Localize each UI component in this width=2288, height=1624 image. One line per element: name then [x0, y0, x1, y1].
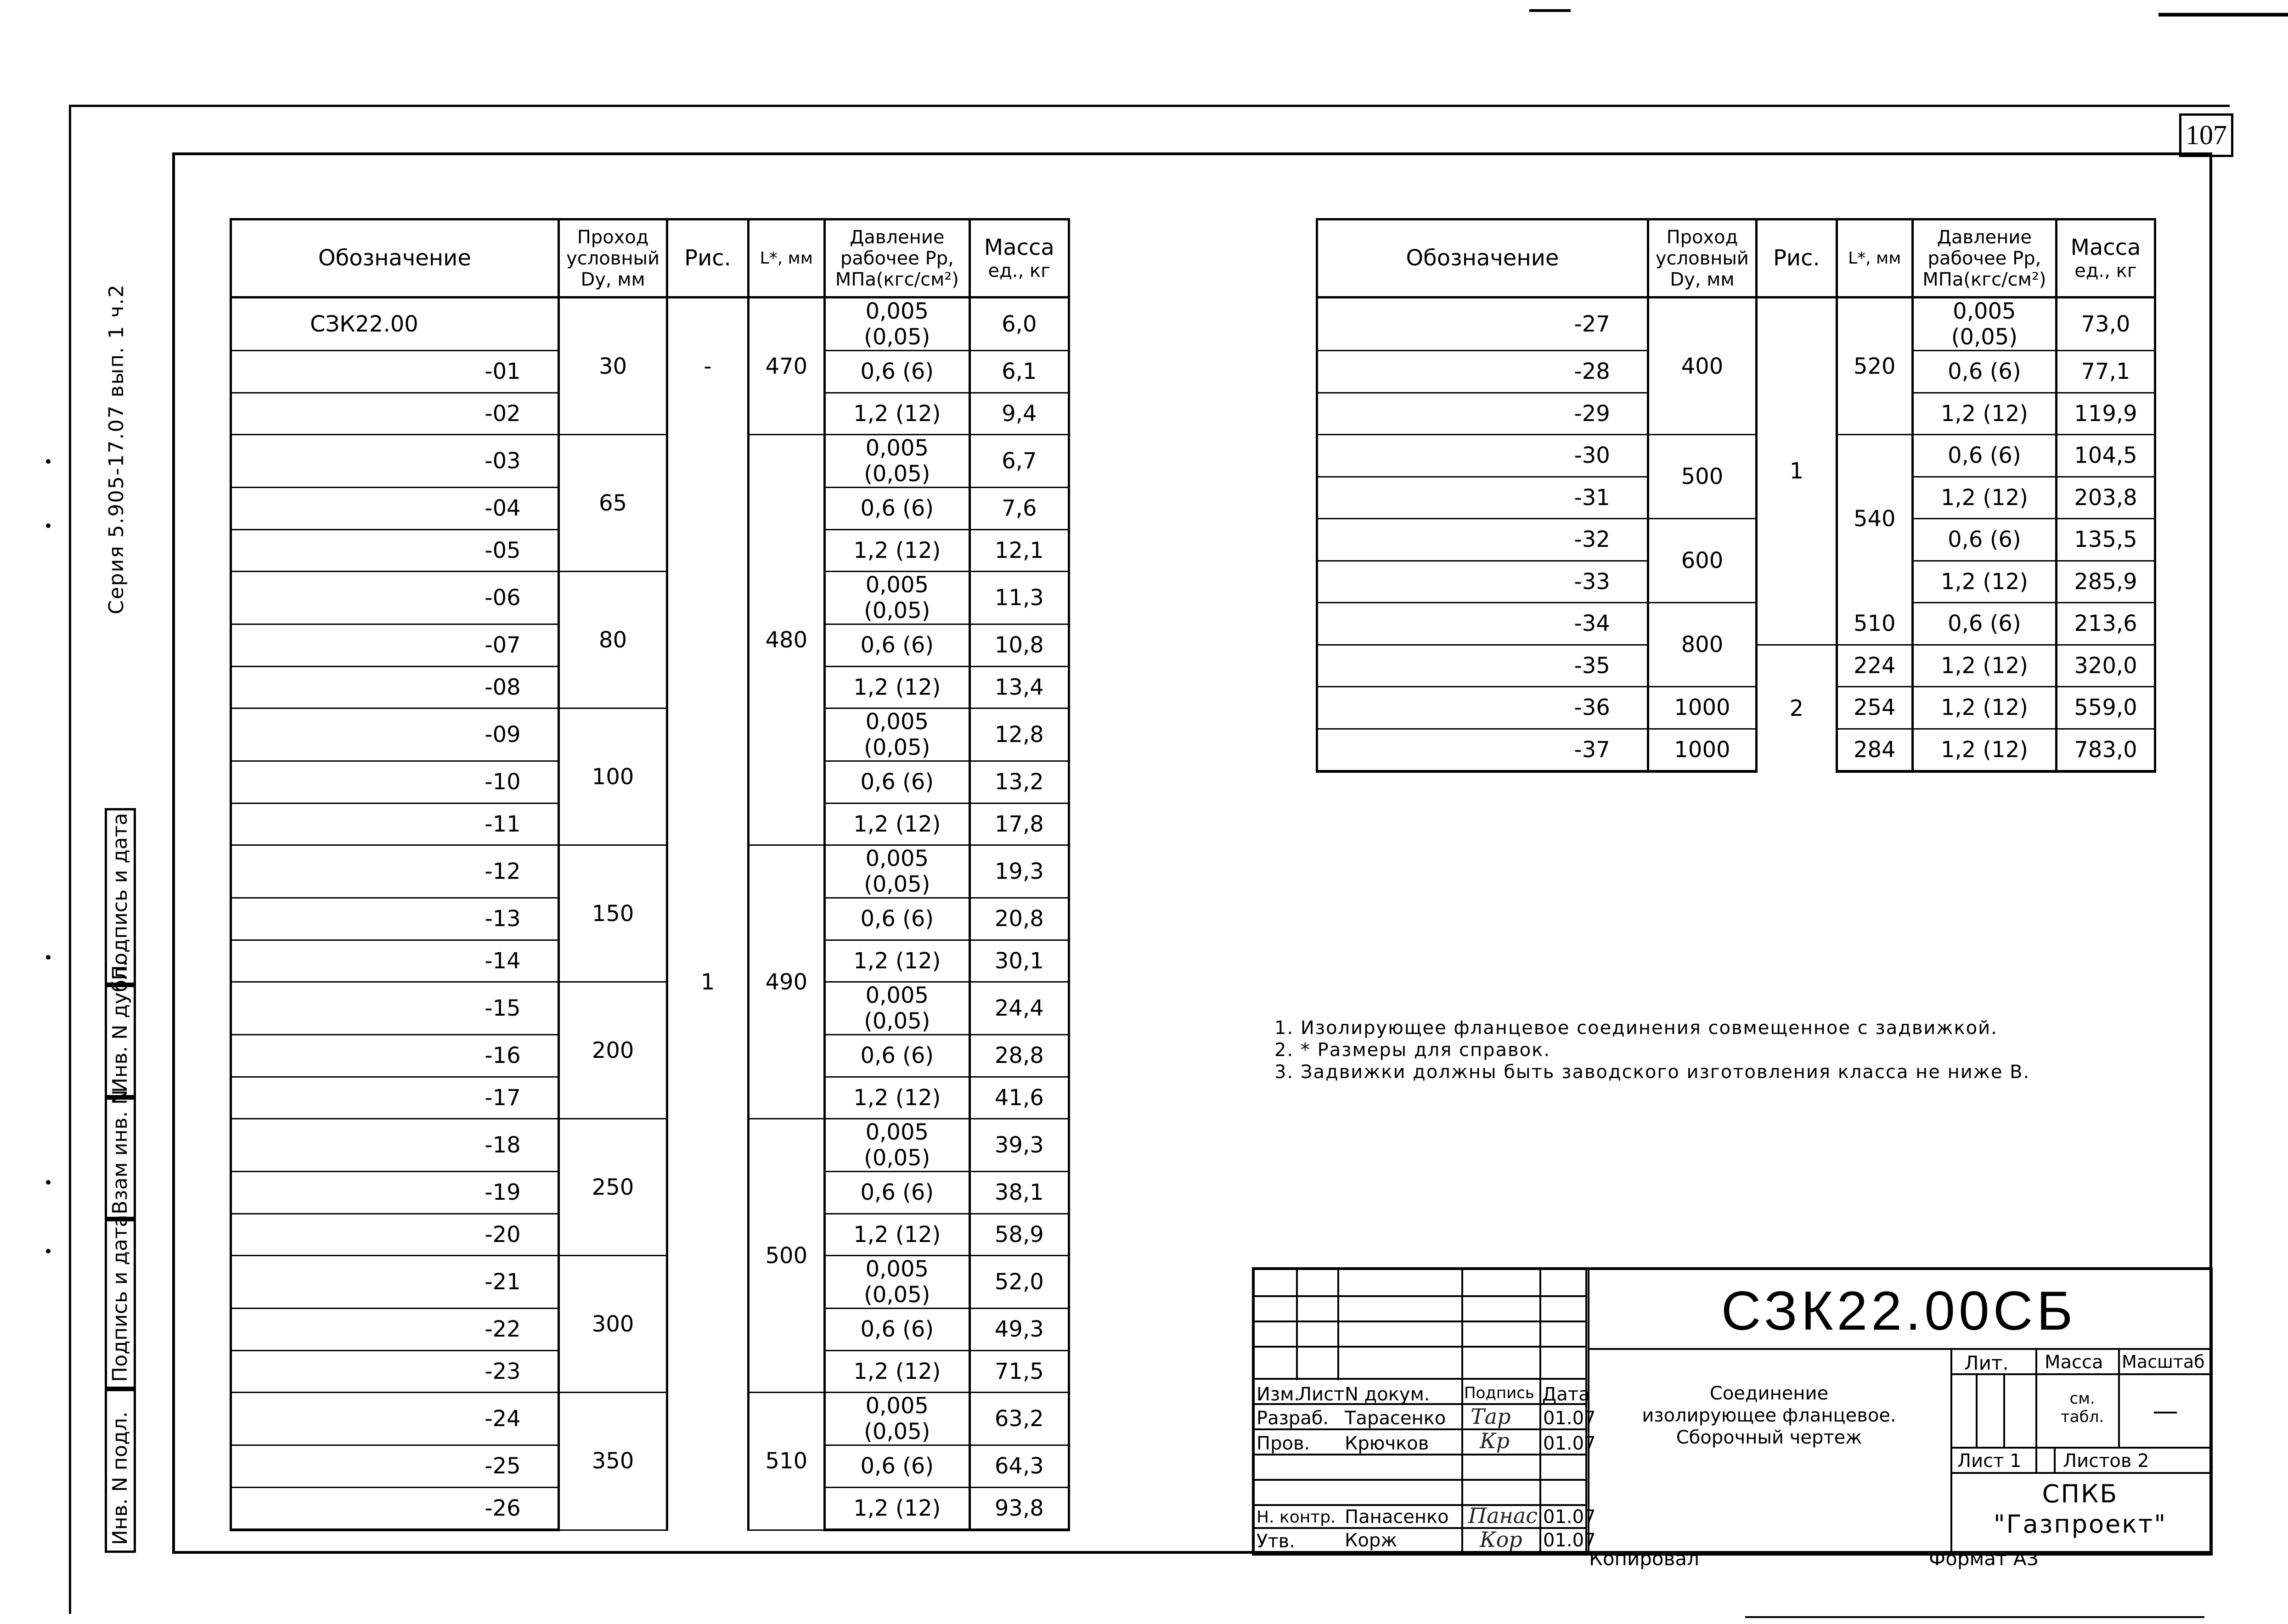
tb-grid-line: [1950, 1472, 2210, 1474]
pressure-cell: 1,2 (12): [825, 803, 970, 845]
mass-cell: 71,5: [969, 1350, 1069, 1393]
signature-mark: Кр: [1480, 1428, 1510, 1453]
passage-cell: 300: [558, 1256, 667, 1393]
pressure-cell: 0,005 (0,05): [825, 1256, 970, 1309]
passage-cell: 1000: [1648, 687, 1756, 729]
mass-cell: 28,8: [969, 1035, 1069, 1077]
tb-sheet: Лист 1: [1957, 1450, 2022, 1472]
pressure-cell: 1,2 (12): [1912, 393, 2056, 435]
pressure-cell: 1,2 (12): [825, 1350, 970, 1393]
header-passage: Проход условный Dy, мм: [558, 219, 667, 298]
page-number: 107: [2179, 113, 2233, 157]
notes: [1274, 1017, 2030, 1083]
pressure-cell: 0,6 (6): [825, 488, 970, 530]
mass-cell: 58,9: [969, 1214, 1069, 1256]
mass-cell: 119,9: [2056, 393, 2155, 435]
pressure-cell: 0,005 (0,05): [825, 982, 970, 1035]
table-row: [231, 1256, 1069, 1309]
header-pressure: Давление рабочее Pр, МПа(кгс/см²): [825, 219, 970, 298]
designation-cell: -04: [231, 488, 559, 530]
designation-cell: -28: [1317, 351, 1648, 393]
mass-cell: 11,3: [969, 572, 1069, 624]
header-designation: Обозначение: [1317, 219, 1648, 298]
designation-cell: -19: [231, 1172, 559, 1214]
header-length: L*, мм: [748, 219, 824, 298]
designation-cell: -05: [231, 529, 559, 572]
designation-cell: -34: [1317, 603, 1648, 645]
designation-cell: -32: [1317, 519, 1648, 561]
mass-cell: 64,3: [969, 1445, 1069, 1488]
pressure-cell: 1,2 (12): [1912, 645, 2056, 687]
tb-grid-line: [1255, 1479, 1585, 1481]
tb-date: 01.07: [1543, 1530, 1596, 1551]
pressure-cell: 0,6 (6): [1912, 519, 2056, 561]
spec-table-right: [1316, 218, 2156, 773]
designation-cell: -01: [231, 351, 559, 393]
side-stamp-vzam: Взам инв. N: [108, 1090, 132, 1214]
tb-grid-line: [1255, 1378, 1585, 1380]
scan-dot: [46, 523, 51, 528]
table-row: [1317, 519, 2155, 561]
mass-cell: 39,3: [969, 1119, 1069, 1172]
drawing-title: Соединение изолирующее фланцевое. Сборочный чертеж: [1642, 1383, 1896, 1448]
mass-cell: 13,4: [969, 666, 1069, 708]
side-stamp: [105, 808, 169, 1548]
designation-cell: -33: [1317, 561, 1648, 603]
passage-cell: 400: [1648, 298, 1756, 435]
designation-cell: -25: [231, 1445, 559, 1488]
designation-cell: -31: [1317, 477, 1648, 519]
passage-cell: 30: [558, 298, 667, 435]
header-mass: Масса ед., кг: [969, 219, 1069, 298]
tb-grid-line: [1539, 1270, 1541, 1553]
table-row: [1317, 435, 2155, 477]
footer-format: Формат А3: [1929, 1547, 2039, 1570]
scan-dot: [46, 459, 51, 464]
side-stamp-sign-date: Подпись и дата: [108, 1214, 132, 1382]
designation-cell: -21: [231, 1256, 559, 1309]
table-row: [231, 845, 1069, 898]
pressure-cell: 1,2 (12): [825, 529, 970, 572]
tb-grid-line: [1950, 1447, 2210, 1449]
pressure-cell: 0,6 (6): [1912, 351, 2056, 393]
length-cell: 224: [1837, 645, 1912, 687]
header-designation: Обозначение: [231, 219, 559, 298]
table-row: [231, 1393, 1069, 1445]
pressure-cell: 0,005 (0,05): [825, 1393, 970, 1445]
mass-cell: 24,4: [969, 982, 1069, 1035]
pressure-cell: 1,2 (12): [825, 1077, 970, 1119]
passage-cell: 80: [558, 572, 667, 708]
tb-grid-line: [1255, 1321, 1585, 1322]
designation-cell: -22: [231, 1309, 559, 1351]
scan-line: [1529, 9, 1571, 12]
pressure-cell: 1,2 (12): [825, 940, 970, 982]
designation-cell: -07: [231, 624, 559, 667]
tb-grid-line: [1588, 1348, 2210, 1350]
tb-header-date: Дата: [1542, 1384, 1590, 1405]
mass-cell: 12,1: [969, 529, 1069, 572]
table-row: [1317, 687, 2155, 729]
pressure-cell: 0,6 (6): [825, 1309, 970, 1351]
designation-cell: СЗК22.00: [231, 298, 559, 351]
pressure-cell: 0,005 (0,05): [825, 572, 970, 624]
fig-cell: 1: [667, 435, 748, 1530]
passage-cell: 500: [1648, 435, 1756, 519]
mass-cell: 135,5: [2056, 519, 2155, 561]
pressure-cell: 0,6 (6): [1912, 435, 2056, 477]
side-stamp-sign-date-2: Подпись и дата: [108, 813, 132, 980]
table-row: [1317, 729, 2155, 771]
designation-cell: -10: [231, 761, 559, 804]
mass-cell: 20,8: [969, 898, 1069, 940]
pressure-cell: 0,6 (6): [1912, 603, 2056, 645]
passage-cell: 250: [558, 1119, 667, 1256]
pressure-cell: 1,2 (12): [825, 393, 970, 435]
mass-cell: 559,0: [2056, 687, 2155, 729]
tb-header-izm: Изм.: [1257, 1384, 1300, 1405]
pressure-cell: 0,005 (0,05): [1912, 298, 2056, 351]
table-row: [231, 708, 1069, 761]
designation-cell: -24: [231, 1393, 559, 1445]
mass-cell: 203,8: [2056, 477, 2155, 519]
tb-role: Н. контр.: [1257, 1508, 1336, 1527]
tb-grid-line: [1461, 1270, 1463, 1553]
designation-cell: -37: [1317, 729, 1648, 771]
tb-grid-line: [1255, 1295, 1585, 1297]
designation-cell: -36: [1317, 687, 1648, 729]
tb-lit-label: Лит.: [1964, 1352, 2009, 1374]
scan-dot: [46, 955, 51, 960]
pressure-cell: 1,2 (12): [1912, 561, 2056, 603]
designation-cell: -02: [231, 393, 559, 435]
passage-cell: 1000: [1648, 729, 1756, 771]
mass-cell: 77,1: [2056, 351, 2155, 393]
designation-cell: -12: [231, 845, 559, 898]
passage-cell: 600: [1648, 519, 1756, 603]
mass-cell: 6,7: [969, 435, 1069, 488]
pressure-cell: 0,6 (6): [825, 1035, 970, 1077]
length-cell: 254: [1837, 687, 1912, 729]
scan-line: [1745, 1616, 2204, 1618]
pressure-cell: 0,005 (0,05): [825, 1119, 970, 1172]
length-cell: 510: [1837, 603, 1912, 645]
pressure-cell: 1,2 (12): [825, 666, 970, 708]
designation-cell: -26: [231, 1487, 559, 1530]
table-row: [1317, 603, 2155, 645]
document-code: СЗК22.00СБ: [1721, 1280, 2077, 1342]
tb-grid-line: [1255, 1346, 1585, 1348]
header-fig: Рис.: [1757, 219, 1837, 298]
tb-grid-line: [2054, 1447, 2056, 1472]
mass-cell: 49,3: [969, 1309, 1069, 1351]
length-cell: 480: [748, 435, 824, 845]
pressure-cell: 0,6 (6): [825, 624, 970, 667]
pressure-cell: 0,6 (6): [825, 1172, 970, 1214]
footer-copied: Копировал: [1589, 1547, 1699, 1570]
designation-cell: -16: [231, 1035, 559, 1077]
scan-dot: [46, 1180, 51, 1185]
tb-header-doc: N докум.: [1345, 1384, 1430, 1405]
signature-mark: Панас: [1468, 1503, 1538, 1528]
mass-cell: 13,2: [969, 761, 1069, 804]
tb-sheets: Листов 2: [2063, 1450, 2149, 1472]
tb-grid-line: [2003, 1373, 2005, 1447]
table-row: [1317, 298, 2155, 351]
tb-mass-label: Масса: [2045, 1352, 2103, 1373]
designation-cell: -18: [231, 1119, 559, 1172]
mass-cell: 12,8: [969, 708, 1069, 761]
pressure-cell: 0,6 (6): [825, 761, 970, 804]
tb-name: Панасенко: [1345, 1506, 1449, 1528]
mass-cell: 104,5: [2056, 435, 2155, 477]
scan-line: [2158, 13, 2288, 17]
series-label: Серия 5.905-17.07 вып. 1 ч.2: [105, 284, 128, 614]
passage-cell: 100: [558, 708, 667, 845]
mass-cell: 10,8: [969, 624, 1069, 667]
designation-cell: -15: [231, 982, 559, 1035]
tb-role: Разраб.: [1257, 1408, 1329, 1429]
mass-cell: 213,6: [2056, 603, 2155, 645]
header-pressure: Давление рабочее Pр, МПа(кгс/см²): [1912, 219, 2056, 298]
tb-name: Крючков: [1345, 1433, 1429, 1454]
pressure-cell: 1,2 (12): [825, 1214, 970, 1256]
signature-mark: Кор: [1480, 1527, 1522, 1552]
length-cell: 510: [748, 1393, 824, 1530]
tb-date: 01.07: [1543, 1408, 1596, 1429]
spec-table-left: [230, 218, 1070, 1531]
passage-cell: 350: [558, 1393, 667, 1530]
pressure-cell: 1,2 (12): [1912, 477, 2056, 519]
mass-cell: 285,9: [2056, 561, 2155, 603]
pressure-cell: 0,005 (0,05): [825, 435, 970, 488]
pressure-cell: 0,6 (6): [825, 1445, 970, 1488]
pressure-cell: 1,2 (12): [1912, 687, 2056, 729]
tb-header-list: Лист: [1298, 1384, 1345, 1405]
mass-cell: 6,1: [969, 351, 1069, 393]
table-row: [231, 982, 1069, 1035]
signature-mark: Тар: [1471, 1404, 1511, 1429]
tb-header-sign: Подпись: [1464, 1384, 1534, 1402]
table-row: [231, 298, 1069, 351]
designation-cell: -17: [231, 1077, 559, 1119]
tb-role: Пров.: [1257, 1433, 1310, 1454]
mass-cell: 19,3: [969, 845, 1069, 898]
length-cell: 520: [1837, 298, 1912, 435]
tb-scale-value: —: [2153, 1396, 2178, 1426]
designation-cell: -11: [231, 803, 559, 845]
pressure-cell: 1,2 (12): [1912, 729, 2056, 771]
designation-cell: -29: [1317, 393, 1648, 435]
tb-org: СПКБ "Газпроект": [1993, 1479, 2167, 1539]
mass-cell: 17,8: [969, 803, 1069, 845]
side-stamp-inv-dubl: Инв. N дубл.: [108, 960, 132, 1093]
mass-cell: 30,1: [969, 940, 1069, 982]
pressure-cell: 0,6 (6): [825, 898, 970, 940]
table-row: [231, 435, 1069, 488]
length-cell: 490: [748, 845, 824, 1119]
mass-cell: 783,0: [2056, 729, 2155, 771]
tb-mass-value: см. табл.: [2061, 1389, 2104, 1426]
tb-date: 01.07: [1543, 1433, 1596, 1454]
designation-cell: -30: [1317, 435, 1648, 477]
passage-cell: 800: [1648, 603, 1756, 687]
table-row: [231, 572, 1069, 624]
fig-cell: -: [667, 298, 748, 435]
tb-name: Тарасенко: [1345, 1408, 1446, 1429]
pressure-cell: 0,6 (6): [825, 351, 970, 393]
tb-name: Корж: [1345, 1530, 1398, 1551]
mass-cell: 52,0: [969, 1256, 1069, 1309]
mass-cell: 320,0: [2056, 645, 2155, 687]
passage-cell: 150: [558, 845, 667, 982]
mass-cell: 41,6: [969, 1077, 1069, 1119]
fig-cell: 1: [1757, 298, 1837, 645]
passage-cell: 200: [558, 982, 667, 1119]
pressure-cell: 0,005 (0,05): [825, 298, 970, 351]
tb-scale-label: Масштаб: [2122, 1352, 2205, 1372]
tb-grid-line: [2035, 1348, 2037, 1472]
tb-date: 01.07: [1543, 1506, 1596, 1528]
title-block: [1252, 1267, 2213, 1556]
mass-cell: 73,0: [2056, 298, 2155, 351]
designation-cell: -27: [1317, 298, 1648, 351]
designation-cell: -08: [231, 666, 559, 708]
header-passage: Проход условный Dy, мм: [1648, 219, 1756, 298]
scan-dot: [46, 1249, 51, 1253]
mass-cell: 38,1: [969, 1172, 1069, 1214]
length-cell: 470: [748, 298, 824, 435]
designation-cell: -14: [231, 940, 559, 982]
header-length: L*, мм: [1837, 219, 1912, 298]
mass-cell: 7,6: [969, 488, 1069, 530]
mass-cell: 63,2: [969, 1393, 1069, 1445]
tb-role: Утв.: [1257, 1531, 1295, 1552]
mass-cell: 93,8: [969, 1487, 1069, 1530]
designation-cell: -23: [231, 1350, 559, 1393]
passage-cell: 65: [558, 435, 667, 572]
length-cell: 500: [748, 1119, 824, 1393]
tb-grid-line: [1337, 1270, 1339, 1380]
designation-cell: -06: [231, 572, 559, 624]
tb-grid-line: [1976, 1373, 1978, 1447]
designation-cell: -20: [231, 1214, 559, 1256]
pressure-cell: 0,005 (0,05): [825, 845, 970, 898]
length-cell: 540: [1837, 435, 1912, 603]
mass-cell: 9,4: [969, 393, 1069, 435]
header-fig: Рис.: [667, 219, 748, 298]
designation-cell: -13: [231, 898, 559, 940]
tb-grid-line: [2118, 1348, 2120, 1447]
designation-cell: -35: [1317, 645, 1648, 687]
table-row: [231, 1119, 1069, 1172]
designation-cell: -09: [231, 708, 559, 761]
pressure-cell: 0,005 (0,05): [825, 708, 970, 761]
note-1: 1. Изолирующее фланцевое соединения совмещенное с задвижкой.: [1274, 1017, 1998, 1039]
pressure-cell: 1,2 (12): [825, 1487, 970, 1530]
designation-cell: -03: [231, 435, 559, 488]
side-stamp-inv-podl: Инв. N подл.: [108, 1411, 132, 1545]
note-2: 2. * Размеры для справок.: [1274, 1040, 1550, 1061]
note-3: 3. Задвижки должны быть заводского изготовления класса не ниже В.: [1274, 1062, 2030, 1083]
fig-cell: 2: [1757, 645, 1837, 771]
header-mass: Масса ед., кг: [2056, 219, 2155, 298]
tb-grid-line: [1296, 1270, 1298, 1380]
length-cell: 284: [1837, 729, 1912, 771]
mass-cell: 6,0: [969, 298, 1069, 351]
